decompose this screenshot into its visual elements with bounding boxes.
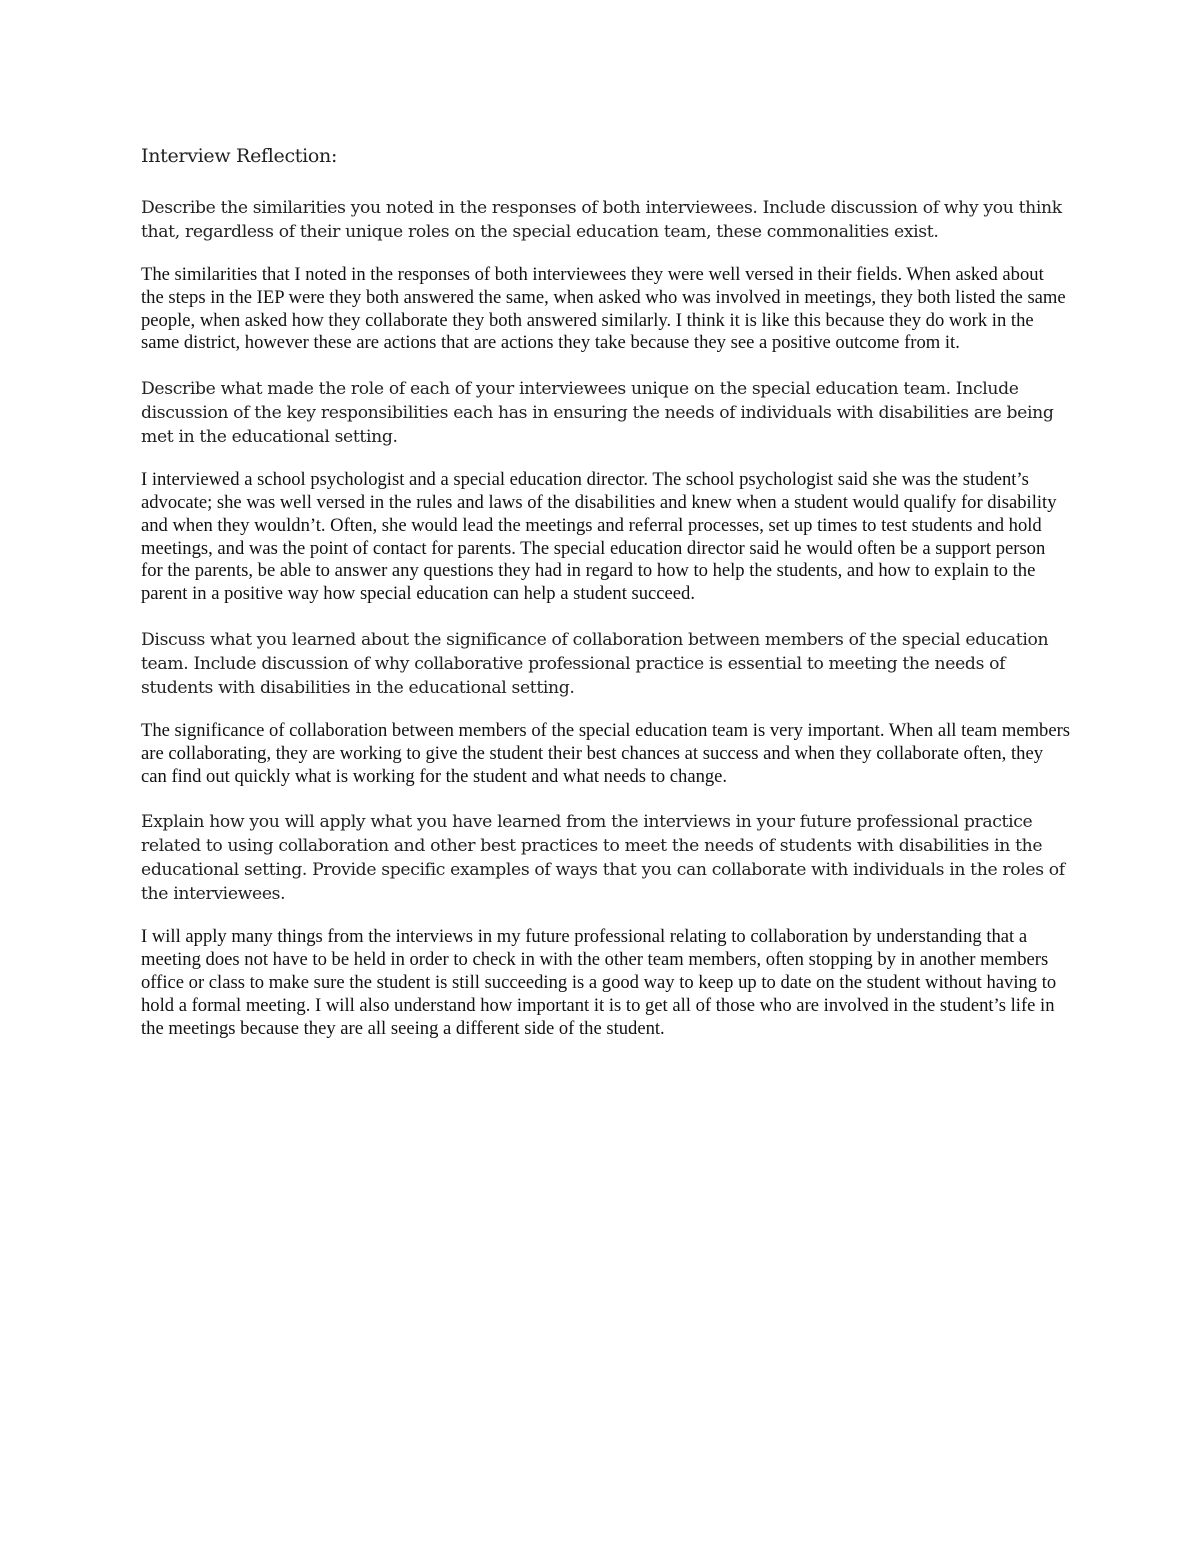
question-prompt-3: Discuss what you learned about the significance of collaboration between members of the special education team. Include discussion of why collaborative professional practice is essential to meeting the needs of students with disabilities in the educational setting. [141, 629, 1049, 698]
answer-paragraph-3: The significance of collaboration between members of the special education team is very important. When all team members are collaborating, they are working to give the student their best chances at success and when they collaborate often, they can find out quickly what is working for the student and what needs to change. [141, 719, 1071, 787]
answer-paragraph-1: The similarities that I noted in the responses of both interviewees they were well versed in their fields. When asked about the steps in the IEP were they both answered the same, when asked who was involved in meetings, they both listed the same people, when asked how they collaborate they both answered similarly. I think it is like this because they do work in the same district, however these are actions that are actions they take because they see a positive outcome from it. [141, 264, 1066, 354]
question-prompt-2: Describe what made the role of each of your interviewees unique on the special education team. Include discussion of the key responsibilities each has in ensuring the needs of individuals with disabilities are being met in the educational setting. [141, 379, 1054, 448]
question-prompt-4: Explain how you will apply what you have learned from the interviews in your future professional practice related to using collaboration and other best practices to meet the needs of students with disabilities in the educational setting. Provide specific examples of ways that you can collaborate with individuals in the roles of the interviewees. [141, 812, 1065, 905]
answer-paragraph-4: I will apply many things from the interviews in my future professional relating to collaboration by understanding that a meeting does not have to be held in order to check in with the other team members, often stopping by in another members office or class to make sure the student is still succeeding is a good way to keep up to date on the student without having to hold a formal meeting. I will also understand how important it is to get all of those who are involved in the student’s life in the meetings because they are all seeing a different side of the student. [141, 926, 1057, 1039]
document-title: Interview Reflection: [141, 145, 338, 167]
answer-paragraph-2: I interviewed a school psychologist and a special education director. The school psychologist said she was the student’s advocate; she was well versed in the rules and laws of the disabilities and knew when a student would qualify for disability and when they wouldn’t. Often, she would lead the meetings and referral processes, set up times to test students and hold meetings, and was the point of contact for parents. The special education director said he would often be a support person for the parents, be able to answer any questions they had in regard to how to help the students, and how to explain to the parent in a positive way how special education can help a student succeed. [141, 469, 1057, 605]
question-prompt-1: Describe the similarities you noted in the responses of both interviewees. Include discussion of why you think that, regardless of their unique roles on the special education team, these commonalities exist. [141, 198, 1062, 242]
document-body [141, 142, 1071, 1062]
